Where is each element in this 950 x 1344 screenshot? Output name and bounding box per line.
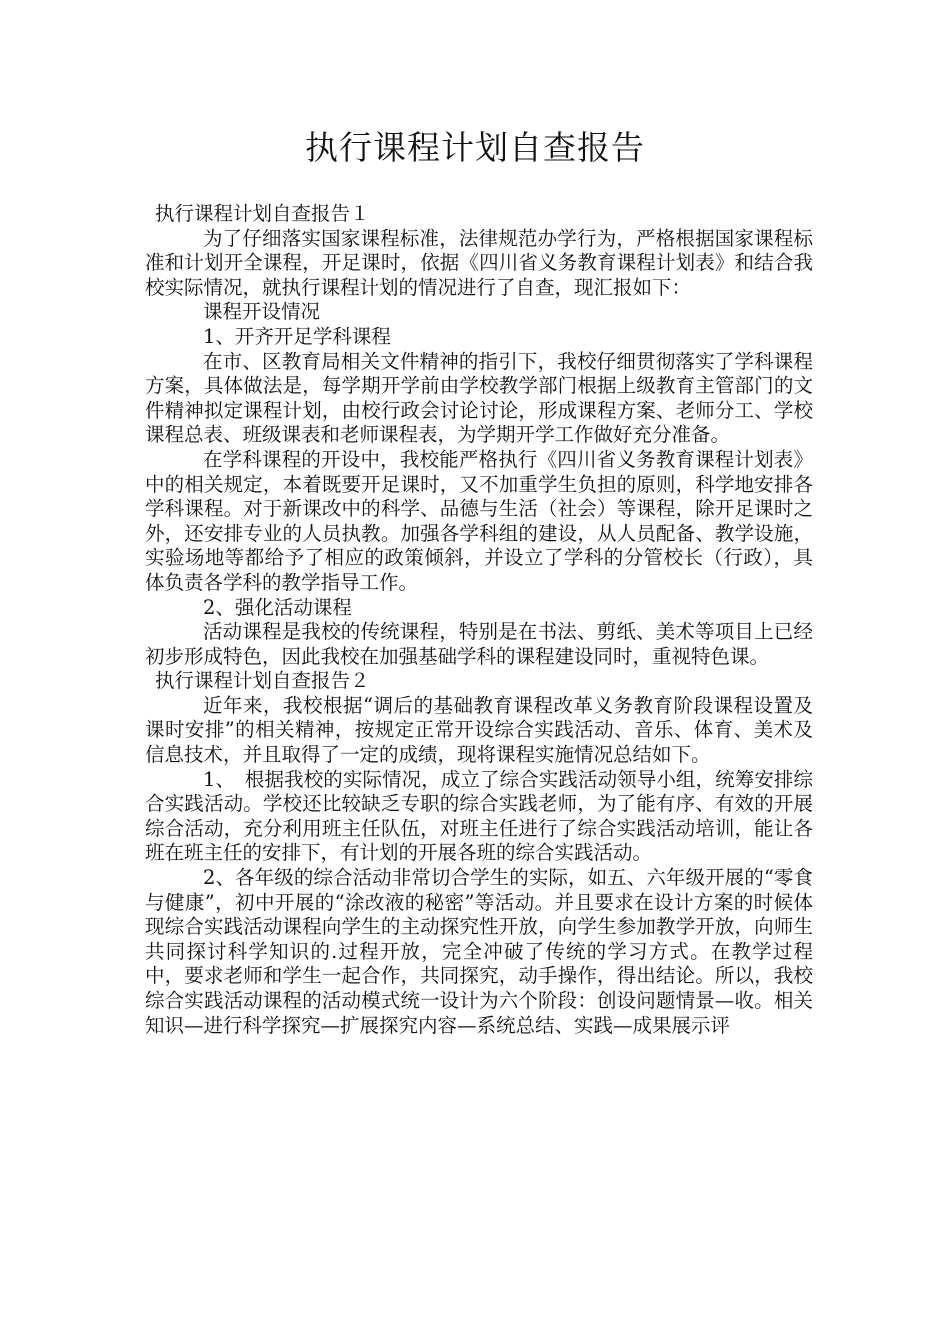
paragraph: 1、 根据我校的实际情况，成立了综合实践活动领导小组，统筹安排综合实践活动。学校还比较缺乏专职的综合实践老师，为了能有序、有效的开展综合活动，充分利用班主任队伍，对班主任进行了综合实践活动培训，能让各班在班主任的安排下，有计划的开展各班的综合实践活动。: [145, 767, 813, 865]
paragraph: 2、各年级的综合活动非常切合学生的实际，如五、六年级开展的“零食与健康”，初中开展的“涂改液的秘密”等活动。并且要求在设计方案的时候体现综合实践活动课程向学生的主动探究性开放，向学生参加教学开放，向师生共同探讨科学知识的.过程开放，完全冲破了传统的学习方式。在教学过程中，要求老师和学生一起合作，共同探究，动手操作，得出结论。所以，我校综合实践活动课程的活动模式统一设计为六个阶段：创设问题情景—收。相关知识—进行科学探究—扩展探究内容—系统总结、实践—成果展示评: [145, 866, 813, 1037]
section-heading: 执行课程计划自查报告２: [155, 669, 370, 693]
paragraph: 课程开设情况: [203, 300, 321, 324]
paragraph: 为了仔细落实国家课程标准，法律规范办学行为，严格根据国家课程标准和计划开全课程，开足课时，依据《四川省义务教育课程计划表》和结合我校实际情况，就执行课程计划的情况进行了自查，现汇报如下：: [145, 226, 813, 299]
paragraph: 活动课程是我校的传统课程，特别是在书法、剪纸、美术等项目上已经初步形成特色，因此我校在加强基础学科的课程建设同时，重视特色课。: [145, 620, 813, 668]
paragraph: 2、强化活动课程: [203, 595, 352, 619]
document-title: 执行课程计划自查报告: [305, 128, 645, 167]
paragraph: 在学科课程的开设中，我校能严格执行《四川省义务教育课程计划表》中的相关规定，本着既要开足课时，又不加重学生负担的原则，科学地安排各学科课程。对于新课改中的科学、品德与生活（社会）等课程，除开足课时之外，还安排专业的人员执教。加强各学科组的建设，从人员配备、教学设施，实验场地等都给予了相应的政策倾斜，并设立了学科的分管校长（行政），具体负责各学科的教学指导工作。: [145, 447, 813, 594]
document-body: [145, 202, 813, 1038]
paragraph: 1、开齐开足学科课程: [203, 324, 391, 348]
section-heading: 执行课程计划自查报告１: [155, 202, 370, 225]
paragraph: 近年来，我校根据“调后的基础教育课程改革义务教育阶段课程设置及课时安排”的相关精神，按规定正常开设综合实践活动、音乐、体育、美术及信息技术，并且取得了一定的成绩，现将课程实施情况总结如下。: [145, 693, 813, 767]
paragraph: 在市、区教育局相关文件精神的指引下，我校仔细贯彻落实了学科课程方案，具体做法是，每学期开学前由学校教学部门根据上级教育主管部门的文件精神拟定课程计划，由校行政会讨论讨论，形成课程方案、老师分工、学校课程总表、班级课表和老师课程表，为学期开学工作做好充分准备。: [145, 349, 813, 447]
